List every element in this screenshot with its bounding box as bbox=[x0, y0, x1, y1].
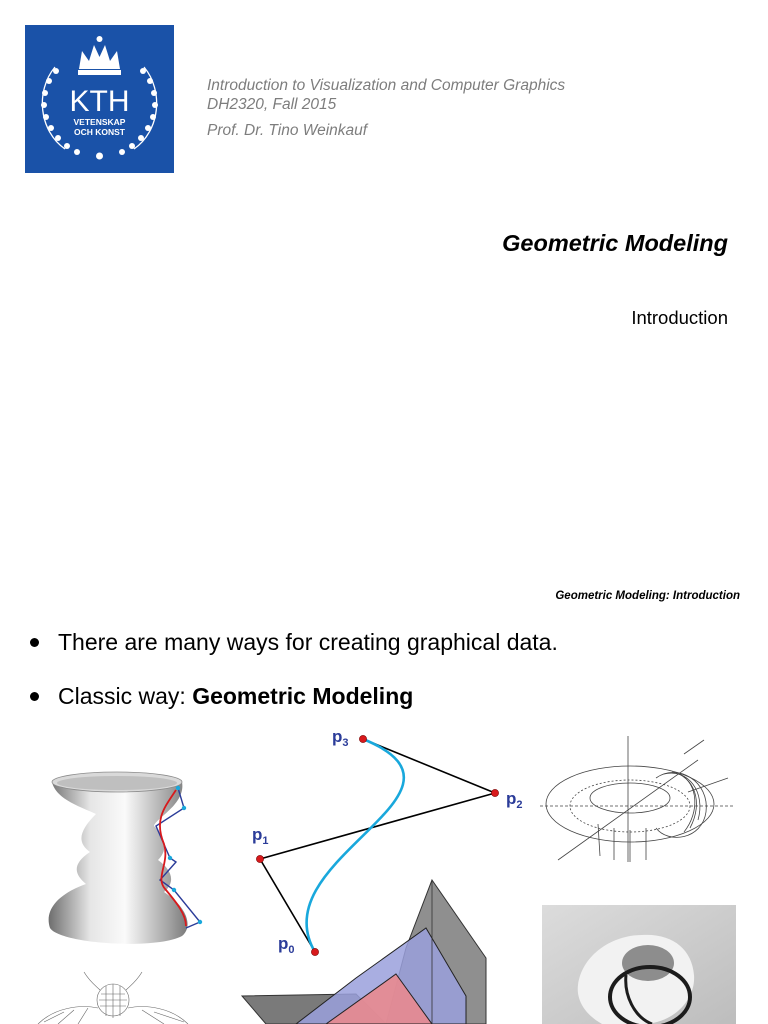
bullet-list bbox=[28, 626, 558, 734]
bullet-dot-icon bbox=[30, 638, 39, 647]
label-p3: $p_3$ bbox=[332, 727, 349, 749]
kth-crown-logo-icon bbox=[25, 25, 174, 173]
slide-subtitle: Introduction bbox=[631, 307, 728, 328]
course-info bbox=[207, 76, 565, 140]
logo-kth-text: KTH bbox=[69, 85, 130, 118]
polygon-surfaces-image bbox=[236, 878, 496, 1024]
course-code: DH2320, Fall 2015 bbox=[207, 96, 337, 113]
label-p1: $p_1$ bbox=[252, 825, 269, 847]
bullet-dot-icon bbox=[30, 692, 39, 701]
course-title: Introduction to Visualization and Computer Graphics bbox=[207, 77, 566, 94]
wireframe-bust-image bbox=[34, 964, 194, 1024]
control-point-p3 bbox=[359, 735, 366, 742]
bullet-item bbox=[28, 626, 558, 680]
ring-sculpture-photo bbox=[542, 905, 736, 1024]
kth-logo bbox=[25, 25, 174, 173]
logo-line2: OCH KONST bbox=[74, 127, 125, 137]
control-point-p2 bbox=[491, 789, 498, 796]
slide-title: Geometric Modeling bbox=[502, 230, 728, 256]
bullet-text: Classic way: bbox=[58, 683, 193, 709]
label-p2: $p_2$ bbox=[506, 789, 523, 811]
bullet-text: There are many ways for creating graphical data. bbox=[58, 629, 558, 655]
bullet-bold-text: Geometric Modeling bbox=[192, 683, 414, 709]
slide-divider bbox=[0, 567, 768, 568]
slide-header: Geometric Modeling: Introduction bbox=[555, 590, 740, 602]
lathe-surface-image bbox=[36, 760, 216, 960]
control-point-p1 bbox=[256, 855, 263, 862]
professor-name: Prof. Dr. Tino Weinkauf bbox=[207, 122, 368, 139]
label-p0: $p_0$ bbox=[278, 934, 295, 956]
logo-line1: VETENSKAP bbox=[73, 117, 126, 127]
torus-wireframe-image bbox=[538, 732, 738, 872]
